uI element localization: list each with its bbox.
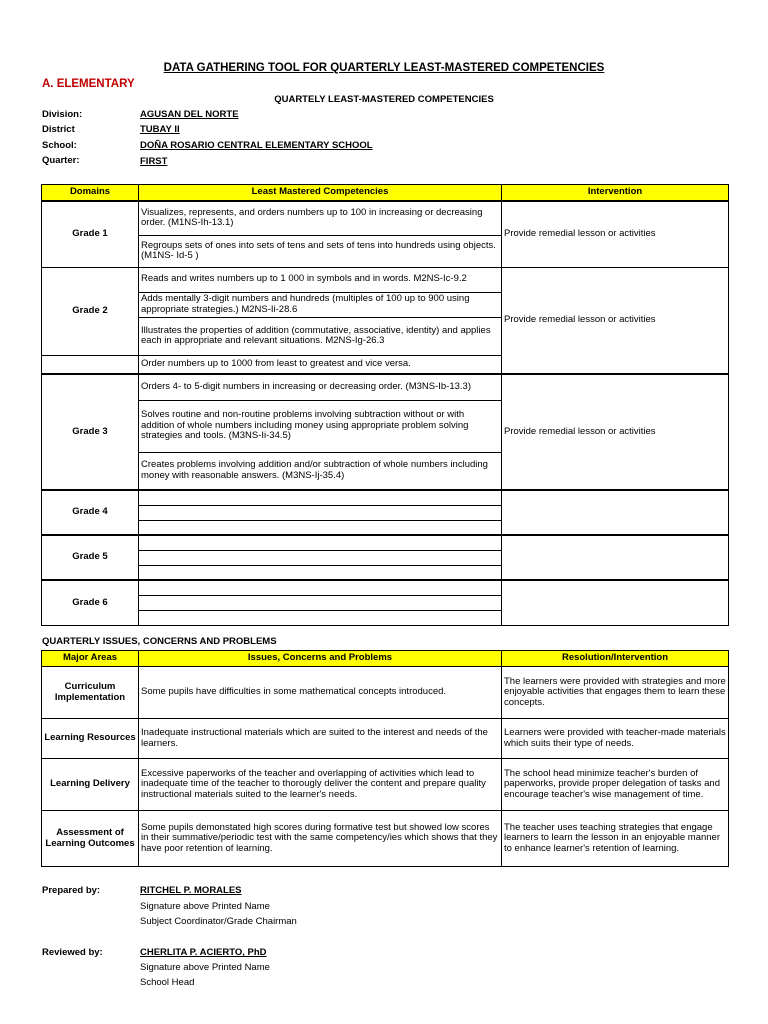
competency-cell: Adds mentally 3-digit numbers and hundreds (multiples of 100 up to 900 using appropriate strategies.) M2NS-Ii-28.6 (139, 292, 502, 317)
prepared-by-position: Subject Coordinator/Grade Chairman (140, 916, 297, 927)
grade-2-label: Grade 2 (42, 267, 139, 355)
reviewed-by-name: CHERLITA P. ACIERTO, PhD (140, 947, 267, 958)
table-header-row (42, 185, 729, 202)
intervention-cell: Provide remedial lesson or activities (502, 267, 729, 374)
table-row (42, 580, 729, 595)
empty-cell (502, 580, 729, 625)
header-resolution: Resolution/Intervention (502, 651, 729, 667)
grade-5-label: Grade 5 (42, 535, 139, 580)
header-domains: Domains (42, 185, 139, 202)
resolution-cell: The learners were provided with strategies and more enjoyable activities that engages them to learn these concepts. (502, 667, 729, 719)
header-issues: Issues, Concerns and Problems (139, 651, 502, 667)
resolution-cell: Learners were provided with teacher-made materials which suits their type of needs. (502, 719, 729, 759)
resolution-cell: The teacher uses teaching strategies that engage learners to learn the lesson in an enjoyable manner to enhance learner's retention of learning. (502, 811, 729, 867)
empty-cell (139, 580, 502, 595)
table-row (42, 667, 729, 719)
table-row (42, 201, 729, 235)
table-row (42, 719, 729, 759)
school-label: School: (42, 140, 77, 151)
grade-4-label: Grade 4 (42, 490, 139, 535)
intervention-cell: Provide remedial lesson or activities (502, 374, 729, 490)
document-title: DATA GATHERING TOOL FOR QUARTERLY LEAST-MASTERED COMPETENCIES (163, 62, 605, 74)
table-row (42, 374, 729, 400)
empty-cell (139, 595, 502, 610)
intervention-cell: Provide remedial lesson or activities (502, 201, 729, 267)
quarter-label: Quarter: (42, 155, 80, 166)
competency-cell: Solves routine and non-routine problems involving subtraction without or with addition of whole numbers including money using appropriate problem solving strategies and tools. (M3NS-Ii-34.5) (139, 400, 502, 452)
major-area-cell: Learning Resources (42, 719, 139, 759)
district-label: District (42, 124, 75, 135)
header-intervention: Intervention (502, 185, 729, 202)
reviewed-by-position: School Head (140, 977, 195, 988)
major-area-cell: Learning Delivery (42, 759, 139, 811)
table-row (42, 811, 729, 867)
empty-cell (502, 535, 729, 580)
table-row (42, 267, 729, 292)
header-major-areas: Major Areas (42, 651, 139, 667)
issue-cell: Inadequate instructional materials which are suited to the interest and needs of the learners. (139, 719, 502, 759)
competency-cell: Regroups sets of ones into sets of tens and sets of tens into hundreds using objects. (M1NS- Id-5 ) (139, 235, 502, 267)
empty-cell (139, 520, 502, 535)
document-subtitle: QUARTELY LEAST-MASTERED COMPETENCIES (274, 94, 494, 105)
empty-cell (139, 505, 502, 520)
competency-table (41, 184, 729, 626)
competency-cell: Visualizes, represents, and orders numbers up to 100 in increasing or decreasing order. (M1NS-Ih-13.1) (139, 201, 502, 235)
major-area-cell: Assessment of Learning Outcomes (42, 811, 139, 867)
major-area-cell: Curriculum Implementation (42, 667, 139, 719)
competency-cell: Illustrates the properties of addition (commutative, associative, identity) and applies each in appropriate and relevant situations. M2NS-Ig-26.3 (139, 317, 502, 355)
competency-cell: Order numbers up to 1000 from least to greatest and vice versa. (139, 355, 502, 374)
table-header-row (42, 651, 729, 667)
empty-cell (139, 610, 502, 625)
empty-cell (502, 490, 729, 535)
quarter-value: FIRST (140, 156, 168, 167)
competency-cell: Reads and writes numbers up to 1 000 in symbols and in words. M2NS-Ic-9.2 (139, 267, 502, 292)
reviewed-by-label: Reviewed by: (42, 947, 103, 958)
division-label: Division: (42, 109, 83, 120)
table-row (42, 535, 729, 550)
grade-3-label: Grade 3 (42, 374, 139, 490)
resolution-cell: The school head minimize teacher's burden of paperworks, provide proper delegation of tasks and encourage teacher's wise management of time. (502, 759, 729, 811)
reviewed-by-signature-line: Signature above Printed Name (140, 962, 270, 973)
empty-cell (139, 565, 502, 580)
issues-table (41, 650, 729, 867)
issue-cell: Some pupils demonstated high scores during formative test but showed low scores in their summative/periodic test with the same competency/ies which shows that they have poor retention of learning. (139, 811, 502, 867)
grade-1-label: Grade 1 (42, 201, 139, 267)
prepared-by-name: RITCHEL P. MORALES (140, 885, 242, 896)
prepared-by-label: Prepared by: (42, 885, 101, 896)
header-competencies: Least Mastered Competencies (139, 185, 502, 202)
competency-cell: Creates problems involving addition and/or subtraction of whole numbers including money with reasonable answers. (M3NS-Ij-35.4) (139, 452, 502, 490)
district-value: TUBAY II (140, 124, 180, 135)
prepared-by-signature-line: Signature above Printed Name (140, 901, 270, 912)
school-value: DOÑA ROSARIO CENTRAL ELEMENTARY SCHOOL (140, 140, 373, 151)
empty-cell (139, 535, 502, 550)
table-row (42, 490, 729, 505)
issue-cell: Excessive paperworks of the teacher and overlapping of activities which lead to inadequate time of the teacher to thorougly deliver the content and prepare quality instructional materials suited to the learner's needs. (139, 759, 502, 811)
empty-cell (139, 490, 502, 505)
issue-cell: Some pupils have difficulties in some mathematical concepts introduced. (139, 667, 502, 719)
grade-6-label: Grade 6 (42, 580, 139, 625)
empty-cell (42, 355, 139, 374)
issues-heading: QUARTERLY ISSUES, CONCERNS AND PROBLEMS (42, 636, 277, 647)
competency-cell: Orders 4- to 5-digit numbers in increasing or decreasing order. (M3NS-Ib-13.3) (139, 374, 502, 400)
section-heading: A. ELEMENTARY (42, 78, 135, 90)
table-row (42, 759, 729, 811)
empty-cell (139, 550, 502, 565)
division-value: AGUSAN DEL NORTE (140, 109, 239, 120)
